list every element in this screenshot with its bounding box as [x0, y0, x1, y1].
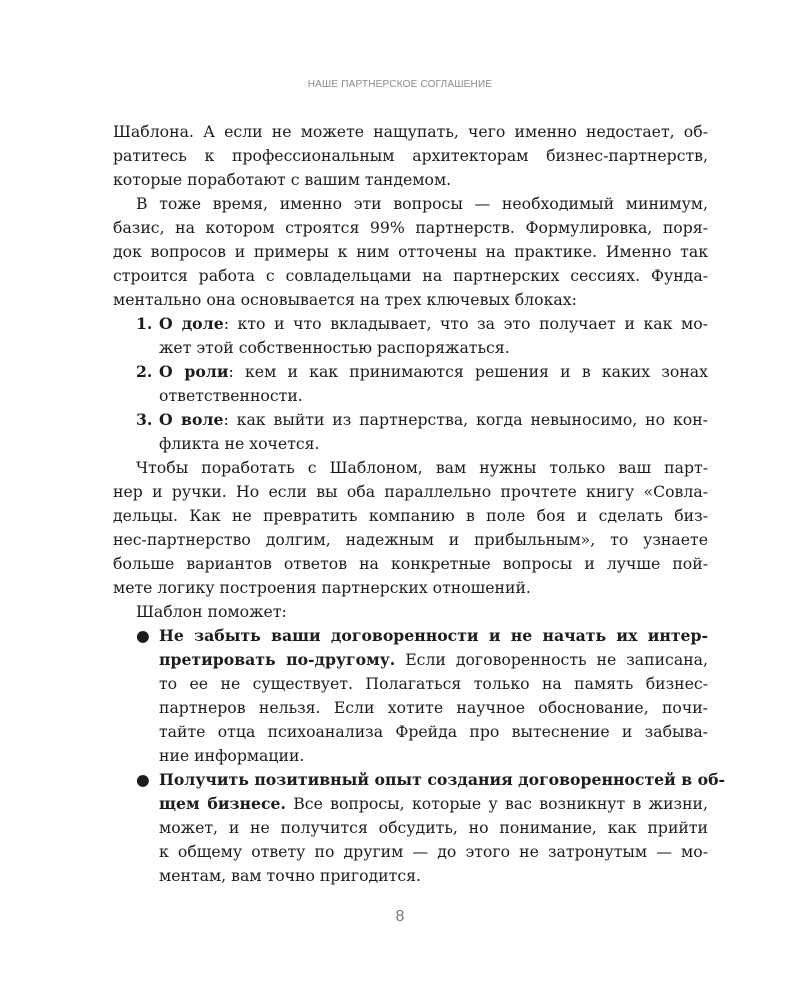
- bullet-line: партнеров нельзя. Если хотите научное обоснование, почи-: [159, 698, 708, 717]
- running-head: НАШЕ ПАРТНЕРСКОЕ СОГЛАШЕНИЕ: [307, 79, 493, 90]
- bullet-line: [113, 648, 708, 672]
- bullet-line: то ее не существует. Полагаться только на память бизнес-: [159, 674, 708, 693]
- list-item-text: : кто и что вкладывает, что за это получает и как мо-: [223, 314, 708, 333]
- bullet-item-agreements: [113, 624, 708, 648]
- bullet-title: щем бизнесе.: [159, 794, 286, 813]
- paragraph-line: строится работа с совладельцами на партнерских сессиях. Фунда-: [113, 266, 708, 285]
- bullet-icon: ●: [136, 770, 150, 789]
- paragraph-line: которые поработают с вашим тандемом.: [113, 170, 452, 189]
- list-item-continuation: фликта не хочется.: [159, 434, 320, 453]
- page-body: [113, 120, 726, 888]
- bullet-line: ментам, вам точно пригодится.: [159, 866, 421, 885]
- paragraph-line: ментально она основывается на трех ключевых блоках:: [113, 290, 577, 309]
- bullet-line: к общему ответу по другим — до этого не затронутым — мо-: [159, 842, 708, 861]
- paragraph-line: Чтобы поработать с Шаблоном, вам нужны только ваш парт-: [136, 458, 708, 477]
- paragraph-line: нес-партнерство долгим, надежным и прибыльным», то узнаете: [113, 530, 708, 549]
- bullet-title: Не забыть ваши договоренности и не начать их интер-: [159, 626, 708, 645]
- list-item-text: : кем и как принимаются решения и в каких зонах: [228, 362, 708, 381]
- bullet-icon: ●: [136, 626, 150, 645]
- bullet-text: Все вопросы, которые у вас возникнут в жизни,: [285, 794, 708, 813]
- bullet-line: ние информации.: [159, 746, 305, 765]
- numbered-item-role: [113, 360, 708, 384]
- numbered-item-share: [113, 312, 708, 336]
- bullet-item-experience: [113, 768, 726, 792]
- bullet-text: Если договоренность не записана,: [395, 650, 708, 669]
- list-item-title: О роли: [159, 362, 229, 381]
- list-number: 2.: [136, 362, 153, 381]
- list-item-title: О воле: [159, 410, 224, 429]
- paragraph-line: ратитесь к профессиональным архитекторам бизнес-партнерств,: [113, 146, 708, 165]
- bullet-line: [113, 792, 708, 816]
- paragraph-line: базис, на котором строятся 99% партнерств. Формулировка, поря-: [113, 218, 708, 237]
- paragraph-line: Шаблона. А если не можете нащупать, чего именно недостает, об-: [113, 122, 708, 141]
- numbered-item-will: [113, 408, 708, 432]
- paragraph-line: нер и ручки. Но если вы оба параллельно прочтете книгу «Совла-: [113, 482, 708, 501]
- list-item-text: : как выйти из партнерства, когда невыносимо, но кон-: [223, 410, 708, 429]
- paragraph-line: мете логику построения партнерских отношений.: [113, 578, 531, 597]
- list-number: 3.: [136, 410, 153, 429]
- paragraph-line: дельцы. Как не превратить компанию в поле боя и сделать биз-: [113, 506, 708, 525]
- bullet-title: Получить позитивный опыт создания договоренностей в об-: [159, 770, 726, 789]
- list-item-continuation: ответственности.: [159, 386, 303, 405]
- paragraph-line: В тоже время, именно эти вопросы — необходимый минимум,: [136, 194, 708, 213]
- list-item-title: О доле: [159, 314, 224, 333]
- page-number: 8: [395, 908, 405, 925]
- list-number: 1.: [136, 314, 153, 333]
- bullet-line: может, и не получится обсудить, но понимание, как прийти: [159, 818, 708, 837]
- paragraph-line: Шаблон поможет:: [136, 602, 287, 621]
- paragraph-line: больше вариантов ответов на конкретные вопросы и лучше пой-: [113, 554, 708, 573]
- bullet-line: тайте отца психоанализа Фрейда про вытеснение и забыва-: [159, 722, 708, 741]
- paragraph-line: док вопросов и примеры к ним отточены на практике. Именно так: [113, 242, 708, 261]
- list-item-continuation: жет этой собственностью распоряжаться.: [159, 338, 510, 357]
- bullet-title: претировать по-другому.: [159, 650, 396, 669]
